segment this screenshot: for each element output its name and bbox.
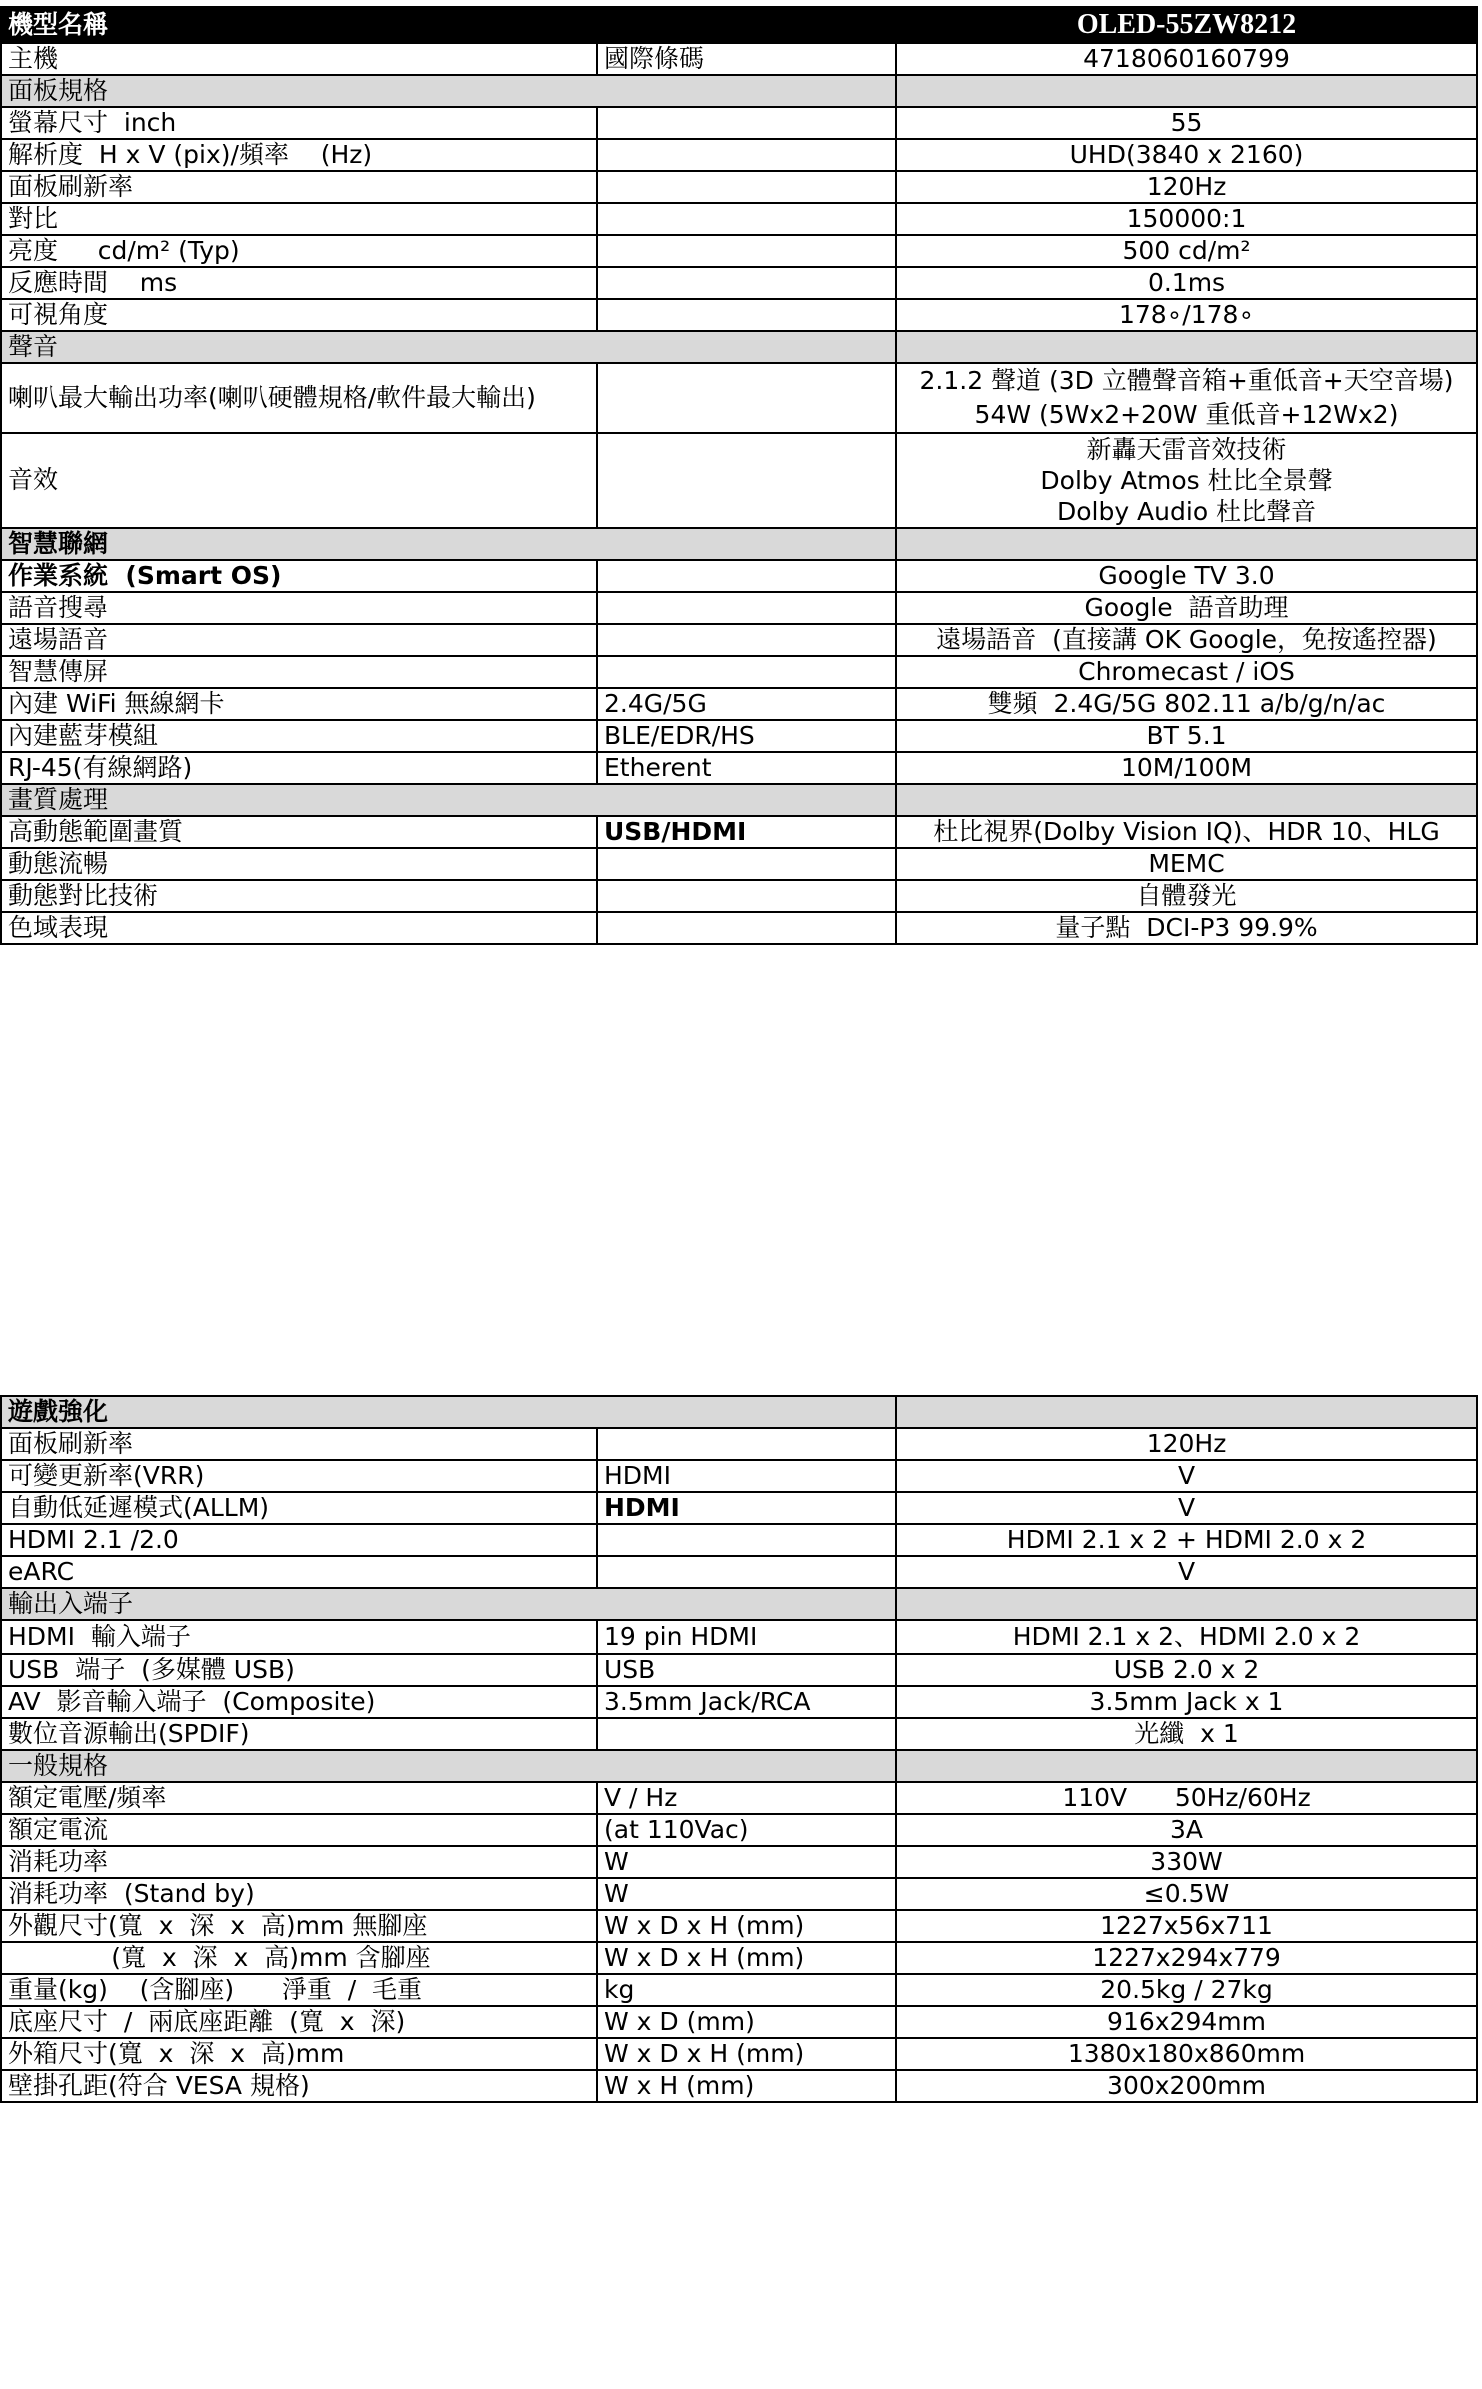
spec-value: 3A	[896, 1814, 1477, 1846]
spec-label: 內建藍芽模組	[1, 720, 597, 752]
section-value-cell	[896, 784, 1477, 816]
spec-unit: 19 pin HDMI	[597, 1620, 896, 1654]
spec-label: 自動低延遲模式(ALLM)	[1, 1492, 597, 1524]
spec-row	[1, 267, 1477, 299]
spec-value: 916x294mm	[896, 2006, 1477, 2038]
model-name-row	[1, 7, 1477, 43]
spec-table-gaming-io-general	[0, 1395, 1478, 2103]
spec-unit: W	[597, 1846, 896, 1878]
spec-value: 300x200mm	[896, 2070, 1477, 2102]
spec-row	[1, 2070, 1477, 2102]
spec-row	[1, 2006, 1477, 2038]
spec-row	[1, 171, 1477, 203]
spec-unit: Etherent	[597, 752, 896, 784]
spec-row	[1, 1428, 1477, 1460]
spec-label: 可變更新率(VRR)	[1, 1460, 597, 1492]
section-title: 智慧聯網	[1, 528, 896, 560]
section-value-cell	[896, 528, 1477, 560]
section-header-row	[1, 331, 1477, 363]
spec-label: 動態流暢	[1, 848, 597, 880]
spec-unit: V / Hz	[597, 1782, 896, 1814]
spec-unit	[597, 1718, 896, 1750]
spec-label: USB 端子 (多媒體 USB)	[1, 1654, 597, 1686]
spec-table-main	[0, 6, 1478, 945]
spec-row	[1, 43, 1477, 75]
spec-label: 面板刷新率	[1, 171, 597, 203]
spec-label: 外觀尺寸(寬 x 深 x 高)mm 無腳座	[1, 1910, 597, 1942]
spec-value: HDMI 2.1 x 2 + HDMI 2.0 x 2	[896, 1524, 1477, 1556]
spec-label: 主機	[1, 43, 597, 75]
section-header-row	[1, 75, 1477, 107]
spec-label: 螢幕尺寸 inch	[1, 107, 597, 139]
spec-unit	[597, 433, 896, 528]
spec-label: 內建 WiFi 無線網卡	[1, 688, 597, 720]
spec-value: 120Hz	[896, 1428, 1477, 1460]
spec-label: 外箱尺寸(寬 x 深 x 高)mm	[1, 2038, 597, 2070]
spec-value-line: 新轟天雷音效技術	[1086, 434, 1287, 464]
spec-label: 額定電流	[1, 1814, 597, 1846]
spec-unit: USB/HDMI	[597, 816, 896, 848]
spec-unit: 國際條碼	[597, 43, 896, 75]
spec-unit	[597, 139, 896, 171]
spec-label: 喇叭最大輸出功率(喇叭硬體規格/軟件最大輸出)	[1, 363, 597, 433]
spec-row	[1, 1620, 1477, 1654]
spec-row	[1, 720, 1477, 752]
spec-row	[1, 1782, 1477, 1814]
spec-label: 額定電壓/頻率	[1, 1782, 597, 1814]
spec-unit: W x D x H (mm)	[597, 1942, 896, 1974]
spec-value-line: 54W (5Wx2+20W 重低音+12Wx2)	[974, 399, 1399, 429]
section-value-cell	[896, 75, 1477, 107]
spec-row	[1, 363, 1477, 433]
spec-row	[1, 1654, 1477, 1686]
spec-unit	[597, 171, 896, 203]
spec-value-line: 2.1.2 聲道 (3D 立體聲音箱+重低音+天空音場)	[919, 365, 1454, 395]
spec-row	[1, 1556, 1477, 1588]
spec-value: 110V 50Hz/60Hz	[896, 1782, 1477, 1814]
spec-label: 消耗功率 (Stand by)	[1, 1878, 597, 1910]
spec-label: 消耗功率	[1, 1846, 597, 1878]
spec-value: 178∘/178∘	[896, 299, 1477, 331]
spec-unit	[597, 656, 896, 688]
spec-unit	[597, 912, 896, 944]
spec-row	[1, 235, 1477, 267]
section-header-row	[1, 784, 1477, 816]
spec-value: 4718060160799	[896, 43, 1477, 75]
section-header-row	[1, 1588, 1477, 1620]
spec-value: 3.5mm Jack x 1	[896, 1686, 1477, 1718]
model-name-label: 機型名稱	[1, 7, 896, 43]
spec-row	[1, 299, 1477, 331]
section-title: 一般規格	[1, 1750, 896, 1782]
spec-label: 動態對比技術	[1, 880, 597, 912]
spec-unit: W x D x H (mm)	[597, 1910, 896, 1942]
spec-label: 音效	[1, 433, 597, 528]
model-name-value: OLED-55ZW8212	[896, 7, 1477, 43]
spec-value: 1227x294x779	[896, 1942, 1477, 1974]
spec-label: 遠場語音	[1, 624, 597, 656]
spec-label: 數位音源輸出(SPDIF)	[1, 1718, 597, 1750]
spec-row	[1, 880, 1477, 912]
spec-label: 亮度 cd/m² (Typ)	[1, 235, 597, 267]
spec-unit	[597, 363, 896, 433]
spec-label: 底座尺寸 / 兩底座距離 (寬 x 深)	[1, 2006, 597, 2038]
spec-value: 120Hz	[896, 171, 1477, 203]
section-title: 面板規格	[1, 75, 896, 107]
spec-value: Chromecast / iOS	[896, 656, 1477, 688]
spec-unit: 2.4G/5G	[597, 688, 896, 720]
spec-row	[1, 848, 1477, 880]
spec-row	[1, 1492, 1477, 1524]
spec-value: 20.5kg / 27kg	[896, 1974, 1477, 2006]
spec-value: 量子點 DCI-P3 99.9%	[896, 912, 1477, 944]
spec-row	[1, 2038, 1477, 2070]
spec-row	[1, 139, 1477, 171]
section-title: 畫質處理	[1, 784, 896, 816]
spec-unit	[597, 235, 896, 267]
spec-unit	[597, 299, 896, 331]
spec-unit	[597, 880, 896, 912]
spec-value: 雙頻 2.4G/5G 802.11 a/b/g/n/ac	[896, 688, 1477, 720]
spec-unit: (at 110Vac)	[597, 1814, 896, 1846]
section-value-cell	[896, 331, 1477, 363]
section-header-row	[1, 1396, 1477, 1428]
spec-row	[1, 816, 1477, 848]
section-title: 輸出入端子	[1, 1588, 896, 1620]
spec-row	[1, 1524, 1477, 1556]
spec-unit: W x H (mm)	[597, 2070, 896, 2102]
spec-value: 1380x180x860mm	[896, 2038, 1477, 2070]
spec-unit	[597, 560, 896, 592]
section-value-cell	[896, 1396, 1477, 1428]
spec-label: HDMI 2.1 /2.0	[1, 1524, 597, 1556]
section-value-cell	[896, 1588, 1477, 1620]
spec-row	[1, 1460, 1477, 1492]
spec-row	[1, 1686, 1477, 1718]
spec-unit	[597, 107, 896, 139]
section-value-cell	[896, 1750, 1477, 1782]
spec-label: 重量(kg) (含腳座) 淨重 / 毛重	[1, 1974, 597, 2006]
spec-label: 壁掛孔距(符合 VESA 規格)	[1, 2070, 597, 2102]
spec-label: (寬 x 深 x 高)mm 含腳座	[1, 1942, 597, 1974]
spec-value: BT 5.1	[896, 720, 1477, 752]
spec-row	[1, 1718, 1477, 1750]
spec-label: 面板刷新率	[1, 1428, 597, 1460]
spec-unit	[597, 592, 896, 624]
spec-value: USB 2.0 x 2	[896, 1654, 1477, 1686]
spec-row	[1, 560, 1477, 592]
spec-label: 語音搜尋	[1, 592, 597, 624]
section-title: 聲音	[1, 331, 896, 363]
section-header-row	[1, 528, 1477, 560]
spec-label: HDMI 輸入端子	[1, 1620, 597, 1654]
spec-unit	[597, 1556, 896, 1588]
spec-unit: W x D (mm)	[597, 2006, 896, 2038]
spec-value: 遠場語音 (直接講 OK Google，免按遙控器)	[896, 624, 1477, 656]
spec-unit: BLE/EDR/HS	[597, 720, 896, 752]
spec-unit	[597, 1524, 896, 1556]
spec-row	[1, 752, 1477, 784]
spec-row	[1, 688, 1477, 720]
spec-value	[896, 363, 1477, 433]
spec-label: 可視角度	[1, 299, 597, 331]
spec-label: 高動態範圍畫質	[1, 816, 597, 848]
spec-label: RJ-45(有線網路)	[1, 752, 597, 784]
spec-value: 55	[896, 107, 1477, 139]
spec-row	[1, 433, 1477, 528]
spec-value-line: Dolby Audio 杜比聲音	[1056, 496, 1317, 526]
spec-unit	[597, 1428, 896, 1460]
spec-unit: W	[597, 1878, 896, 1910]
spec-label: 對比	[1, 203, 597, 235]
spec-value: 1227x56x711	[896, 1910, 1477, 1942]
spec-value: V	[896, 1460, 1477, 1492]
section-title: 遊戲強化	[1, 1396, 896, 1428]
spec-value: 自體發光	[896, 880, 1477, 912]
spec-row	[1, 1910, 1477, 1942]
spec-label: 智慧傳屏	[1, 656, 597, 688]
spec-value: 0.1ms	[896, 267, 1477, 299]
spec-value-line: Dolby Atmos 杜比全景聲	[1040, 465, 1333, 495]
spec-value: Google TV 3.0	[896, 560, 1477, 592]
spec-row	[1, 912, 1477, 944]
spec-label: eARC	[1, 1556, 597, 1588]
spec-label: 色域表現	[1, 912, 597, 944]
spec-value: 500 cd/m²	[896, 235, 1477, 267]
spec-row	[1, 1942, 1477, 1974]
spec-unit	[597, 267, 896, 299]
spec-row	[1, 592, 1477, 624]
spec-label: 反應時間 ms	[1, 267, 597, 299]
spec-value: Google 語音助理	[896, 592, 1477, 624]
spec-unit: 3.5mm Jack/RCA	[597, 1686, 896, 1718]
spec-unit	[597, 624, 896, 656]
spec-label: 解析度 H x V (pix)/頻率 (Hz)	[1, 139, 597, 171]
spec-value: ≤0.5W	[896, 1878, 1477, 1910]
spec-value	[896, 433, 1477, 528]
spec-unit: USB	[597, 1654, 896, 1686]
spec-label: 作業系統 (Smart OS)	[1, 560, 597, 592]
spec-row	[1, 656, 1477, 688]
spec-value: 杜比視界(Dolby Vision IQ)、HDR 10、HLG	[896, 816, 1477, 848]
spec-value: V	[896, 1492, 1477, 1524]
spec-row	[1, 1814, 1477, 1846]
spec-value: MEMC	[896, 848, 1477, 880]
spec-row	[1, 1846, 1477, 1878]
spec-unit: HDMI	[597, 1460, 896, 1492]
spec-row	[1, 624, 1477, 656]
spec-value: 光纖 x 1	[896, 1718, 1477, 1750]
spec-row	[1, 1878, 1477, 1910]
spec-value: 330W	[896, 1846, 1477, 1878]
spec-unit	[597, 848, 896, 880]
spec-value: 10M/100M	[896, 752, 1477, 784]
spec-value: UHD(3840 x 2160)	[896, 139, 1477, 171]
spec-unit: kg	[597, 1974, 896, 2006]
spec-row	[1, 107, 1477, 139]
spec-value: 150000:1	[896, 203, 1477, 235]
spec-label: AV 影音輸入端子 (Composite)	[1, 1686, 597, 1718]
section-header-row	[1, 1750, 1477, 1782]
spec-row	[1, 1974, 1477, 2006]
spec-value: HDMI 2.1 x 2、HDMI 2.0 x 2	[896, 1620, 1477, 1654]
spec-unit: HDMI	[597, 1492, 896, 1524]
spec-unit	[597, 203, 896, 235]
spec-value: V	[896, 1556, 1477, 1588]
spec-unit: W x D x H (mm)	[597, 2038, 896, 2070]
spec-row	[1, 203, 1477, 235]
